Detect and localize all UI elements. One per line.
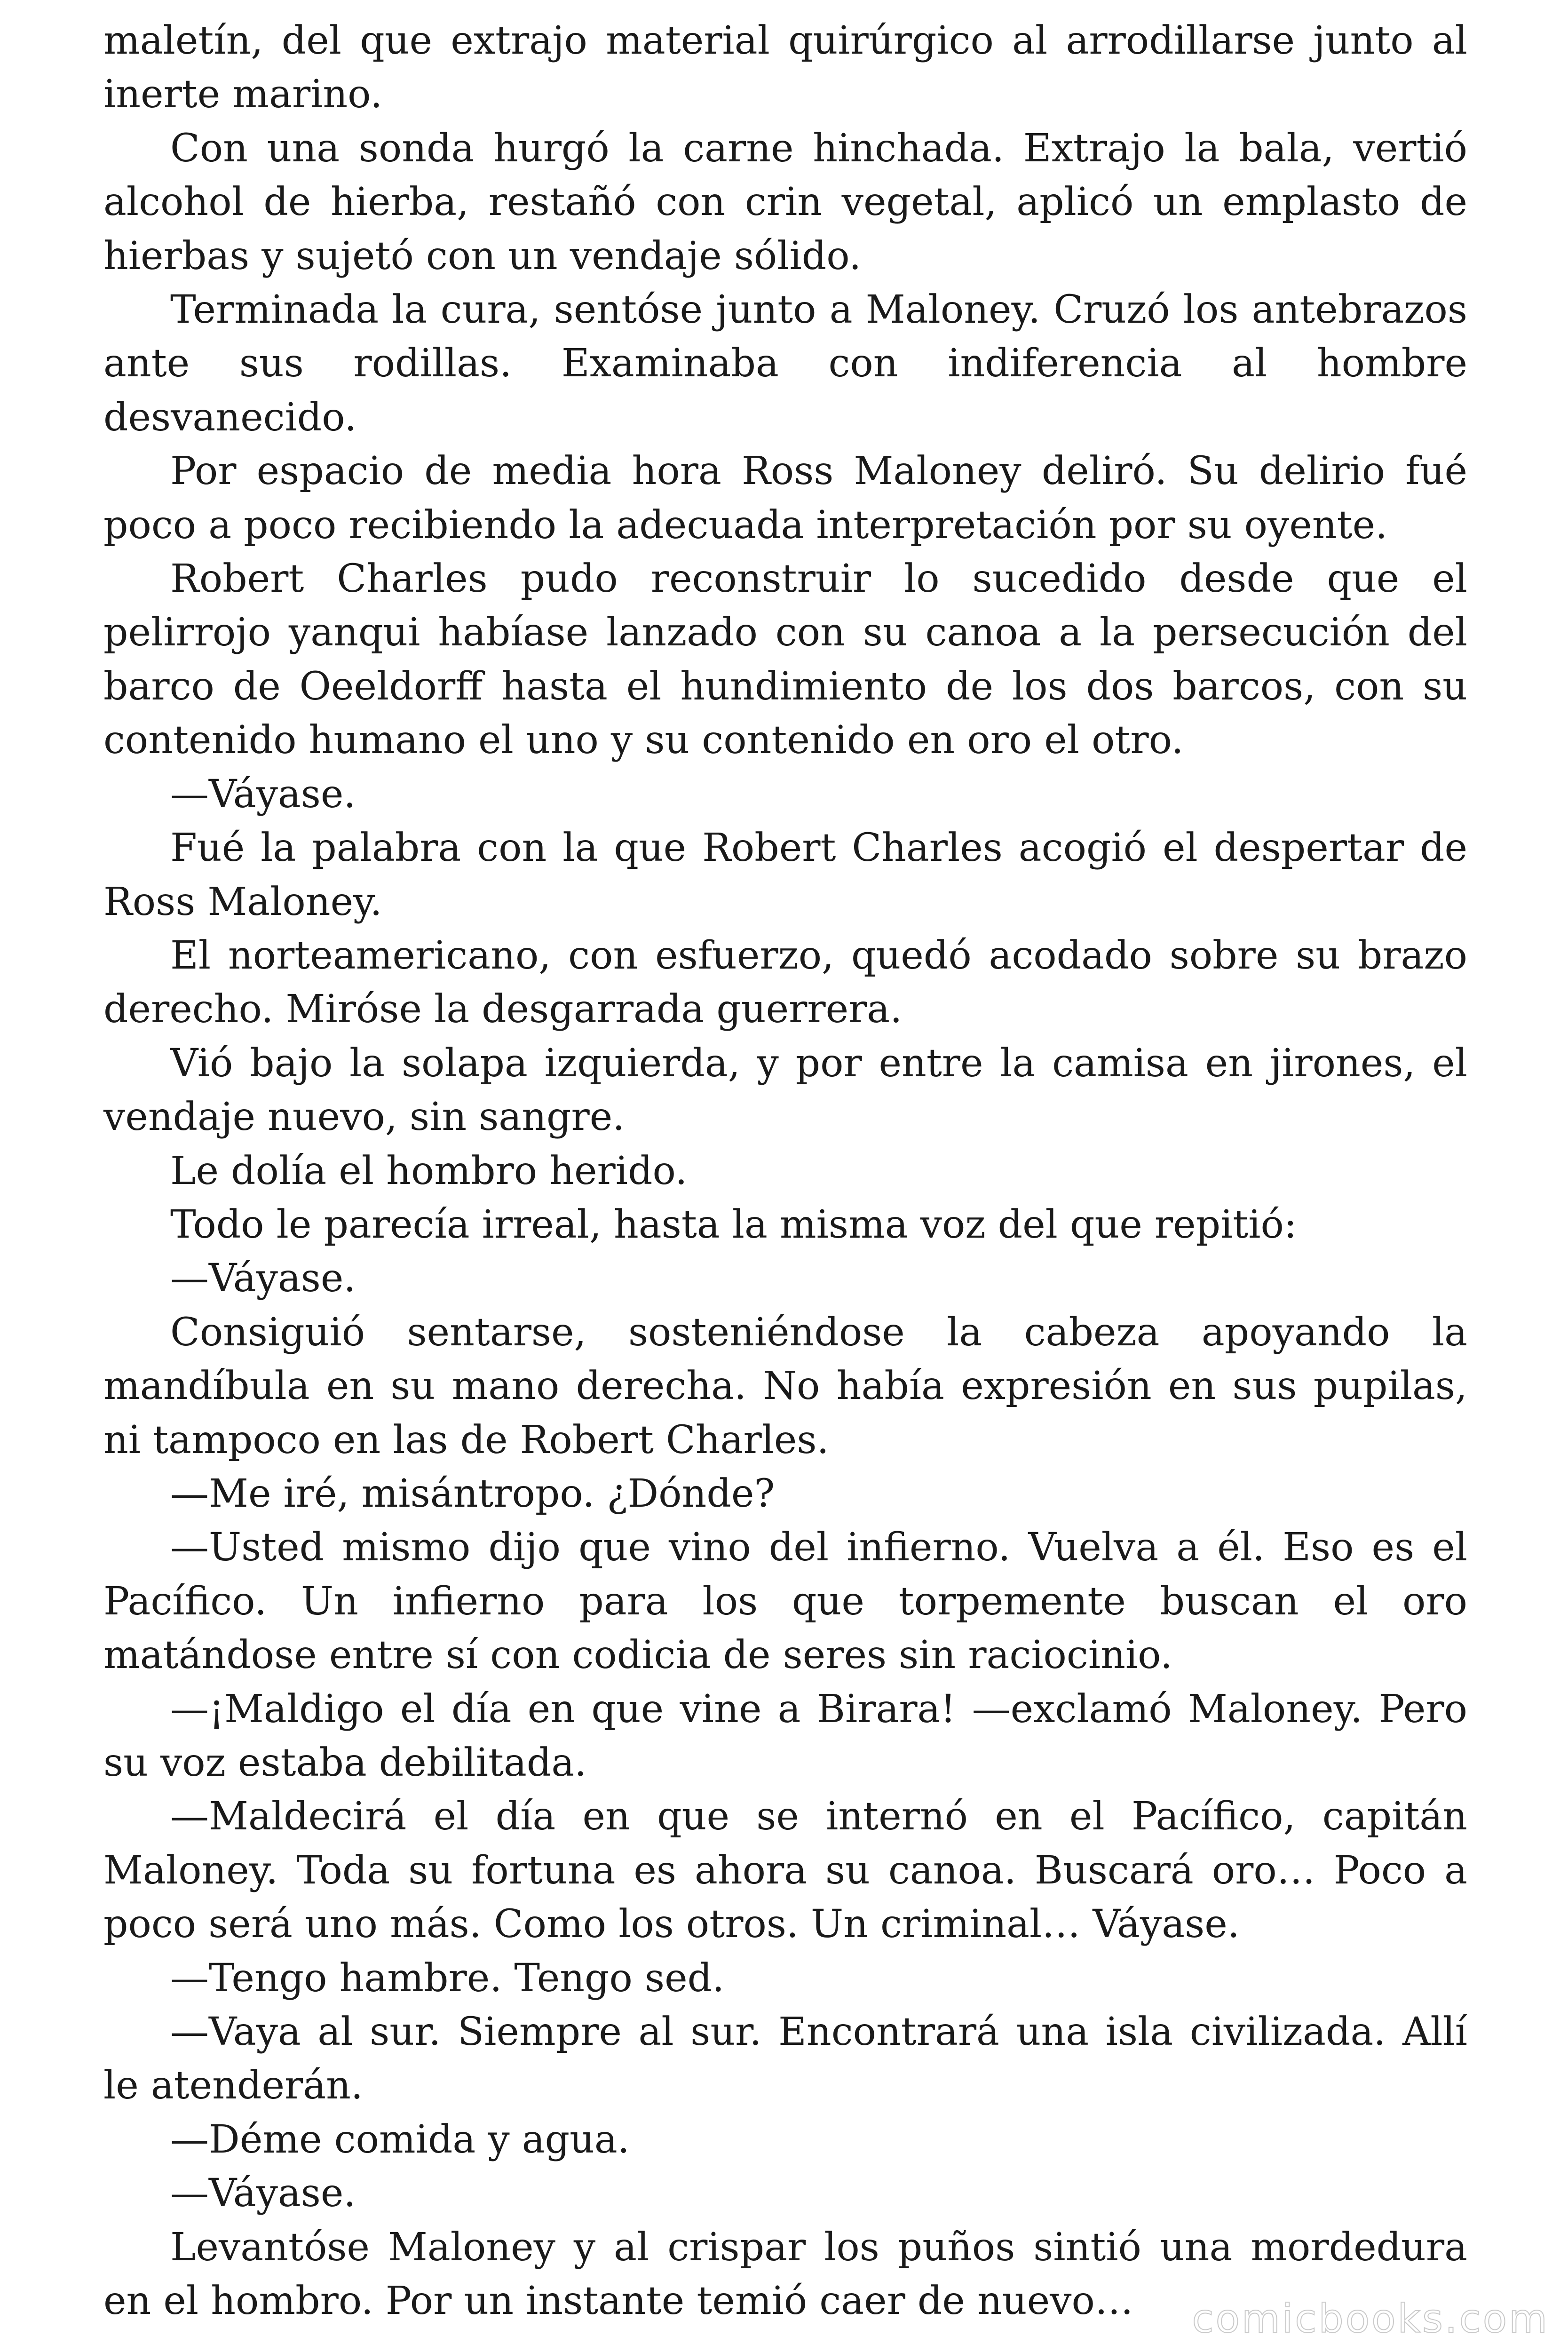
paragraph: Consiguió sentarse, sosteniéndose la cabeza apoyando la mandíbula en su mano derecha. No había expresión en sus pupilas, ni tampoco en las de Robert Charles. [103,1310,1467,1462]
book-page-text [103,14,1467,2328]
paragraph: —Me iré, misántropo. ¿Dónde? [170,1471,775,1516]
paragraph: Robert Charles pudo reconstruir lo sucedido desde que el pelirrojo yanqui habíase lanzado con su canoa a la persecución del barco de Oeeldorff hasta el hundimiento de los dos barcos, con su contenido humano el uno y su contenido en oro el otro. [103,556,1467,763]
paragraph: Todo le parecía irreal, hasta la misma voz del que repitió: [170,1202,1297,1247]
watermark: comicbooks.com [1192,2296,1549,2342]
paragraph: El norteamericano, con esfuerzo, quedó acodado sobre su brazo derecho. Miróse la desgarrada guerrera. [103,933,1467,1032]
paragraph: Terminada la cura, sentóse junto a Maloney. Cruzó los antebrazos ante sus rodillas. Examinaba con indiferencia al hombre desvanecido. [103,287,1467,440]
paragraph: Levantóse Maloney y al crispar los puños sintió una mordedura en el hombro. Por un instante temió caer de nuevo… [103,2225,1467,2324]
paragraph: —Váyase. [170,771,356,817]
paragraph: Por espacio de media hora Ross Maloney deliró. Su delirio fué poco a poco recibiendo la adecuada interpretación por su oyente. [103,449,1467,548]
paragraph: —Váyase. [170,1256,356,1301]
paragraph: Fué la palabra con la que Robert Charles acogió el despertar de Ross Maloney. [103,826,1467,924]
paragraph: —Váyase. [170,2171,356,2216]
paragraph: Con una sonda hurgó la carne hinchada. Extrajo la bala, vertió alcohol de hierba, restañó con crin vegetal, aplicó un emplasto de hierbas y sujetó con un vendaje sólido. [103,126,1467,278]
paragraph: —Usted mismo dijo que vino del infierno. Vuelva a él. Eso es el Pacífico. Un infierno para los que torpemente buscan el oro matándose entre sí con codicia de seres sin raciocinio. [103,1525,1467,1678]
paragraph: —Déme comida y agua. [170,2117,630,2162]
paragraph: Le dolía el hombro herido. [170,1148,688,1193]
paragraph: —Tengo hambre. Tengo sed. [170,1955,725,2001]
paragraph: Vió bajo la solapa izquierda, y por entre la camisa en jirones, el vendaje nuevo, sin sangre. [103,1041,1467,1140]
paragraph: maletín, del que extrajo material quirúrgico al arrodillarse junto al inerte marino. [103,18,1467,117]
paragraph: —¡Maldigo el día en que vine a Birara! —exclamó Maloney. Pero su voz estaba debilitada. [103,1686,1467,1785]
paragraph: —Maldecirá el día en que se internó en el Pacífico, capitán Maloney. Toda su fortuna es ahora su canoa. Buscará oro… Poco a poco será uno más. Como los otros. Un criminal… Váyase. [103,1794,1467,1947]
paragraph: —Vaya al sur. Siempre al sur. Encontrará una isla civilizada. Allí le atenderán. [103,2010,1467,2108]
